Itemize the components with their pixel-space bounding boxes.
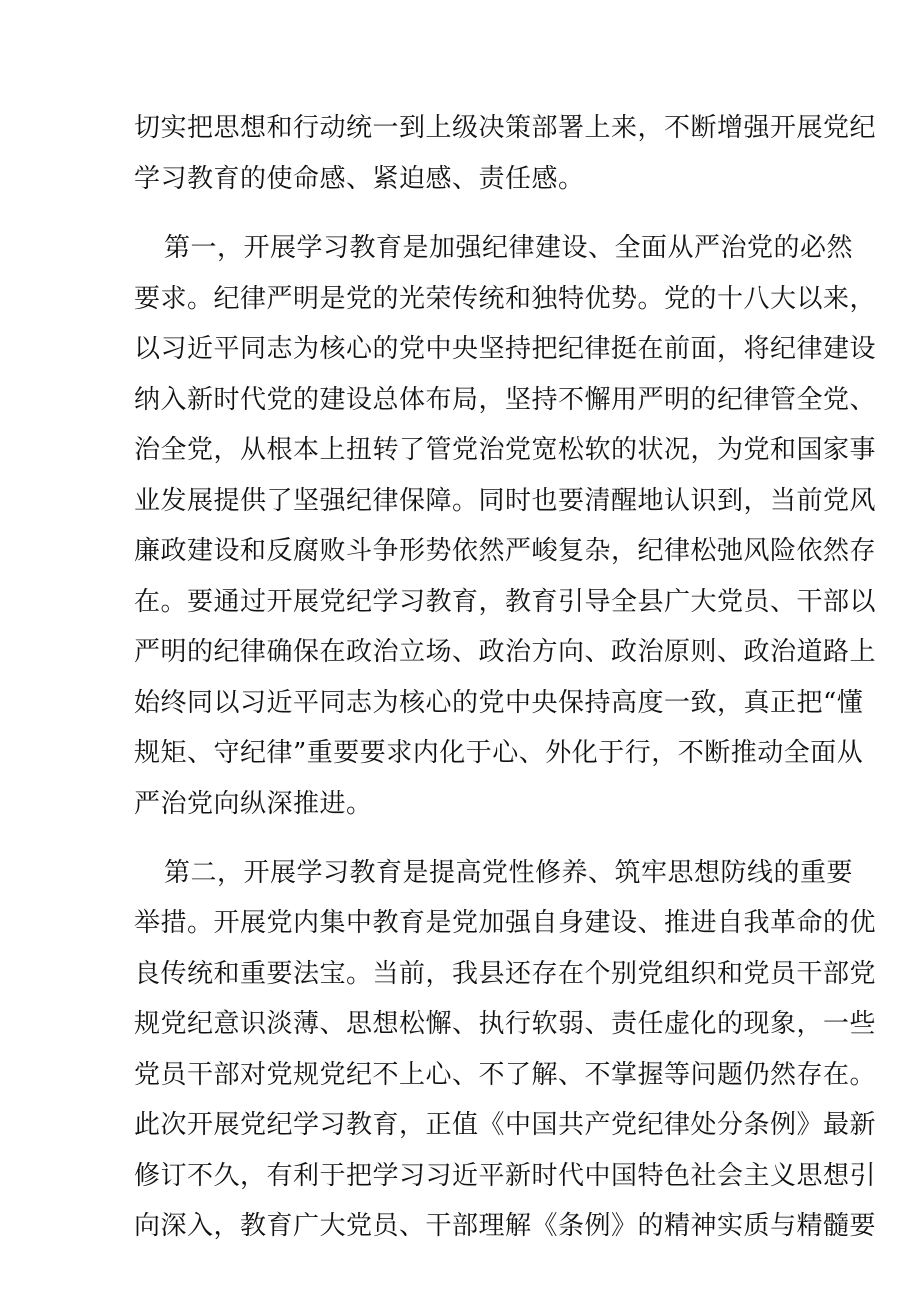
text-line: 严治党向纵深推进。 [134, 789, 373, 819]
text-line: 在。要通过开展党纪学习教育，教育引导全县广大党员、干部以 [134, 587, 877, 617]
text-line: 以习近平同志为核心的党中央坚持把纪律挺在前面，将纪律建设 [134, 334, 877, 364]
text-line: 党员干部对党规党纪不上心、不了解、不掌握等问题仍然存在。 [134, 1060, 877, 1090]
text-line: 廉政建设和反腐败斗争形势依然严峻复杂，纪律松弛风险依然存 [134, 536, 877, 566]
text-line: 规矩、守纪律”重要要求内化于心、外化于行，不断推动全面从 [134, 738, 864, 768]
text-line: 切实把思想和行动统一到上级决策部署上来，不断增强开展党纪 [134, 113, 877, 143]
text-line: 规党纪意识淡薄、思想松懈、执行软弱、责任虚化的现象，一些 [134, 1009, 877, 1039]
text-line: 第一，开展学习教育是加强纪律建设、全面从严治党的必然 [164, 233, 854, 263]
text-line: 要求。纪律严明是党的光荣传统和独特优势。党的十八大以来， [134, 284, 877, 314]
text-line: 学习教育的使命感、紧迫感、责任感。 [134, 164, 585, 194]
text-line: 业发展提供了坚强纪律保障。同时也要清醒地认识到，当前党风 [134, 486, 877, 516]
text-line: 严明的纪律确保在政治立场、政治方向、政治原则、政治道路上 [134, 637, 877, 667]
text-line: 始终同以习近平同志为核心的党中央保持高度一致，真正把“懂 [134, 688, 864, 718]
text-line: 修订不久，有利于把学习习近平新时代中国特色社会主义思想引 [134, 1161, 877, 1191]
text-line: 纳入新时代党的建设总体布局，坚持不懈用严明的纪律管全党、 [134, 385, 877, 415]
text-line: 举措。开展党内集中教育是党加强自身建设、推进自我革命的优 [134, 908, 877, 938]
text-line: 向深入，教育广大党员、干部理解《条例》的精神实质与精髓要 [134, 1211, 877, 1241]
text-line: 第二，开展学习教育是提高党性修养、筑牢思想防线的重要 [164, 858, 854, 888]
text-line: 良传统和重要法宝。当前，我县还存在个别党组织和党员干部党 [134, 959, 877, 989]
text-line: 治全党，从根本上扭转了管党治党宽松软的状况，为党和国家事 [134, 435, 877, 465]
text-line: 此次开展党纪学习教育，正值《中国共产党纪律处分条例》最新 [134, 1110, 877, 1140]
